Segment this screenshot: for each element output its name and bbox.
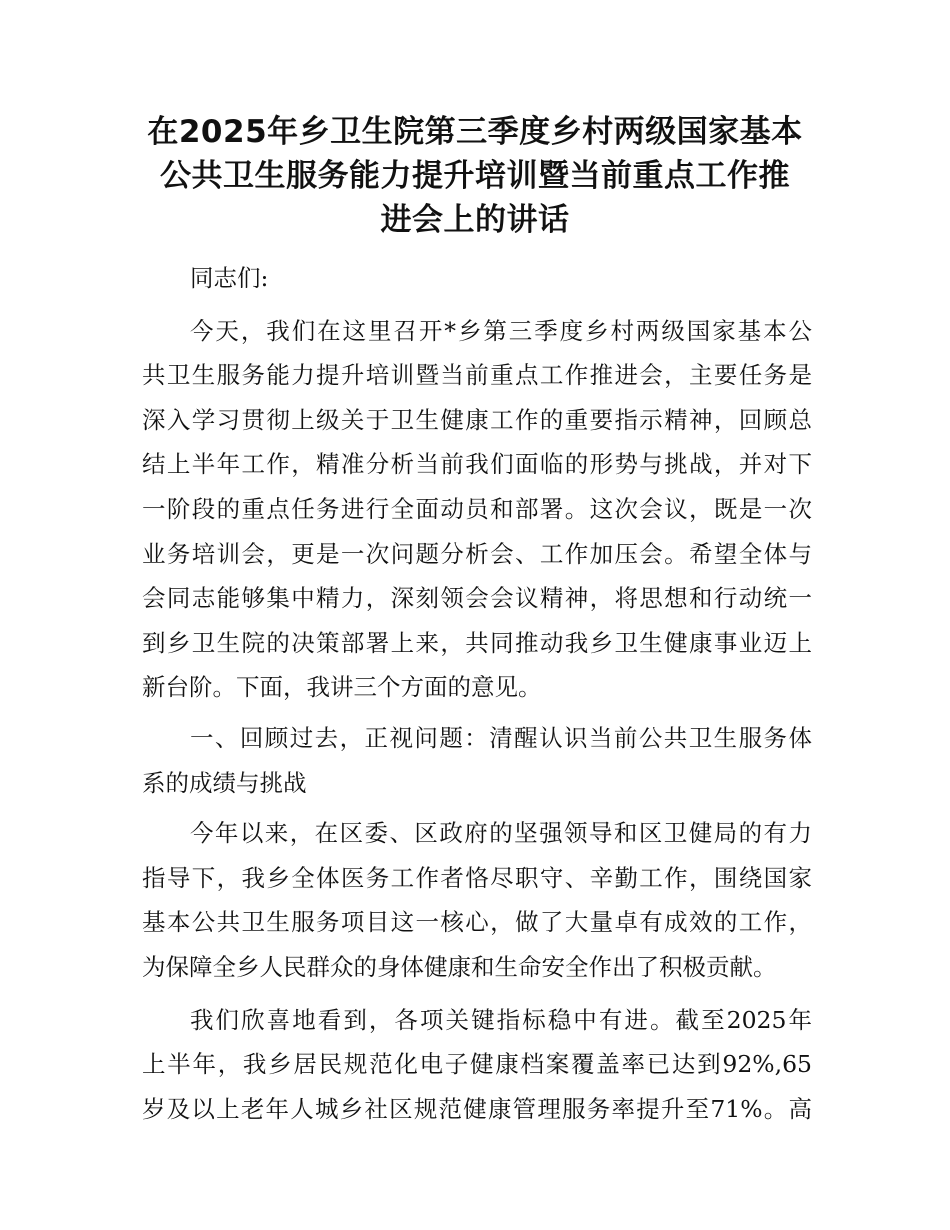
text-line: 我们欣喜地看到，各项关键指标稳中有进。截至2025年 — [190, 1005, 812, 1034]
speech-title — [130, 110, 820, 242]
text-line: 到乡卫生院的决策部署上来，共同推动我乡卫生健康事业迈上 — [142, 628, 812, 657]
text-line: 上半年，我乡居民规范化电子健康档案覆盖率已达到92%,65 — [142, 1050, 812, 1079]
title-line: 在2025年乡卫生院第三季度乡村两级国家基本 — [147, 114, 803, 150]
text-line: 今天，我们在这里召开*乡第三季度乡村两级国家基本公 — [190, 316, 812, 345]
text-line: 一阶段的重点任务进行全面动员和部署。这次会议，既是一次 — [142, 494, 812, 523]
text-line: 业务培训会，更是一次问题分析会、工作加压会。希望全体与 — [142, 539, 812, 568]
text-line: 今年以来，在区委、区政府的坚强领导和区卫健局的有力 — [190, 819, 812, 848]
salutation — [142, 256, 812, 301]
title-line: 公共卫生服务能力提升培训暨当前重点工作推 — [160, 158, 790, 194]
text-line: 为保障全乡人民群众的身体健康和生命安全作出了积极贡献。 — [142, 952, 777, 981]
speech-body — [142, 256, 812, 1131]
paragraph-indicators — [142, 998, 812, 1132]
salutation-text: 同志们: — [190, 264, 269, 292]
text-line: 结上半年工作，精准分析当前我们面临的形势与挑战，并对下 — [142, 450, 812, 479]
text-line: 共卫生服务能力提升培训暨当前重点工作推进会，主要任务是 — [142, 361, 812, 390]
heading-line: 系的成绩与挑战 — [142, 768, 307, 797]
text-line: 指导下，我乡全体医务工作者恪尽职守、辛勤工作，围绕国家 — [142, 863, 812, 892]
section-heading-1 — [142, 716, 812, 805]
text-line: 深入学习贯彻上级关于卫生健康工作的重要指示精神，回顾总 — [142, 405, 812, 434]
paragraph-review — [142, 811, 812, 989]
text-line: 会同志能够集中精力，深刻领会会议精神，将思想和行动统一 — [142, 584, 812, 613]
paragraph-opening — [142, 309, 812, 710]
text-line: 岁及以上老年人城乡社区规范健康管理服务率提升至71%。高 — [142, 1094, 812, 1123]
text-line: 新台阶。下面，我讲三个方面的意见。 — [142, 673, 542, 702]
heading-line: 一、回顾过去，正视问题：清醒认识当前公共卫生服务体 — [190, 723, 812, 752]
title-line: 进会上的讲话 — [380, 202, 570, 238]
text-line: 基本公共卫生服务项目这一核心，做了大量卓有成效的工作， — [142, 908, 812, 937]
